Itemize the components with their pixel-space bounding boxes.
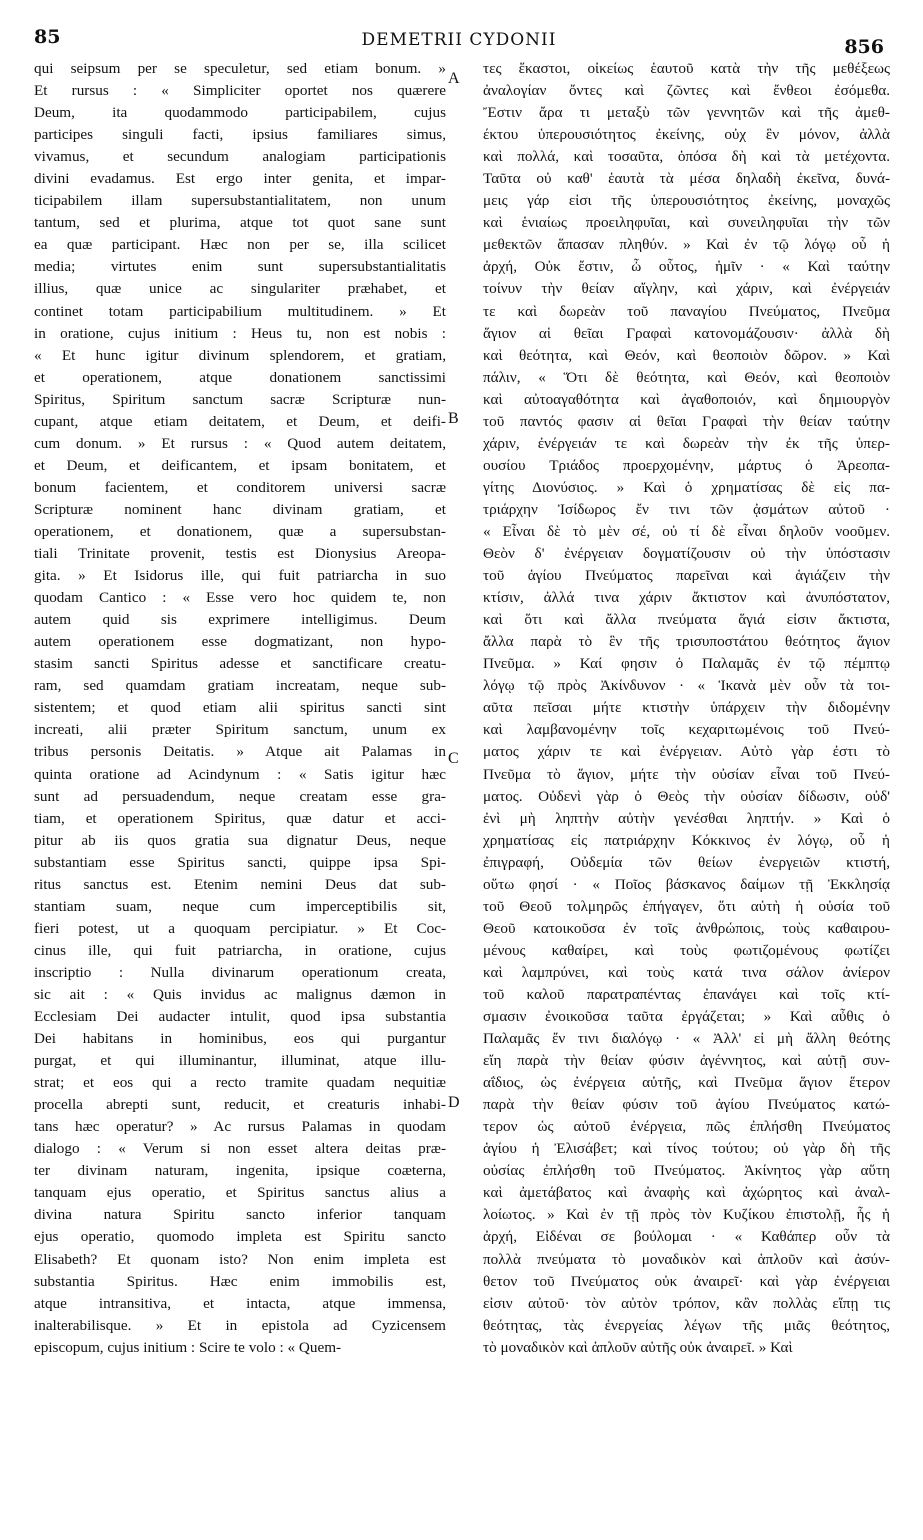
latin-text-line: Dei habitans in hominibus, eos qui purgantur (34, 1030, 446, 1048)
latin-text-line: autem quid sis exprimere intelligimus. Deum (34, 611, 446, 629)
latin-text-line: cupant, atque etiam deitatem, et Deum, et deifi- (34, 412, 446, 430)
greek-text-line: αῦτα πεῖσαι μήτε κτιστὴν ὑπάρχειν τὴν διδομένην (483, 699, 890, 717)
greek-column (483, 58, 890, 1359)
greek-text-line: οὐσίας ἐπλήσθη τοῦ Πνεύματος. Ἀκίνητος γὰρ αὕτη (483, 1162, 890, 1180)
greek-text-line: χάριν, ἐνέργειάν τε καὶ δωρεὰν τὴν ἐκ τῆς ὑπερ- (483, 434, 890, 452)
latin-text-line: participes singuli facti, ipsius familiares simus, (34, 126, 446, 144)
latin-text-line: Et rursus : « Simpliciter oportet nos quærere (34, 82, 446, 100)
greek-text-line: εἴη παρὰ τὴν θείαν φύσιν ἀγέννητος, καὶ αὐτῇ συν- (483, 1052, 890, 1070)
latin-text-line: autem operationem esse dogmatizant, non hypo- (34, 633, 446, 651)
greek-text-line: αΐδιος, ὡς ἐνέργεια αὐτῆς, καὶ Πνεῦμα ἅγιον ἕτερον (483, 1074, 890, 1092)
latin-text-line: gita. » Et Isidorus ille, qui fuit patriarcha in suo (34, 567, 446, 585)
latin-text-line: quodam Cantico : « Esse vero hoc quidem te, non (34, 589, 446, 607)
greek-text-line: ἀρχή, Οὐκ ἔστιν, ὦ οὗτος, ἡμῖν · « Καὶ ταύτην (483, 258, 890, 276)
greek-text-line: οὕτω φησί · « Ποῖος βάσκανος δαίμων τῇ Ἐκκλησίᾳ (483, 875, 890, 893)
greek-text-line: Πνεῦμα. » Καί φησιν ὁ Παλαμᾶς ἐν τῷ πέμπτῳ (483, 655, 890, 673)
greek-text-line: μεθεκτῶν ἅπασαν πληθύν. » Καὶ ἐν τῷ λόγῳ οὗ ἡ (483, 236, 890, 254)
latin-text-line: ea quæ participant. Hæc non per se, illa scilicet (34, 236, 446, 254)
greek-text-line: σμασιν ἐνοικοῦσα ταῦτα ἐργάζεται; » Καὶ αὖθις ὁ (483, 1008, 890, 1026)
greek-text-line: θεότητας, τὰς ἐνεργείας λέγων τῆς μιᾶς θεότητος, (483, 1316, 890, 1334)
latin-text-line: Ecclesiam Dei audacter intulit, quod ipsa substantia (34, 1008, 446, 1026)
latin-text-line: substantiam esse Spiritus sancti, quippe ipsa Spi- (34, 853, 446, 871)
greek-text-line: μένους καθαίρει, καὶ τοὺς φωτιζομένους φωτίζει (483, 941, 890, 959)
greek-text-line: έκτου ὑπερουσιότητος ἐκείνης, οὐχ ἓν μόνον, ἀλλὰ (483, 126, 890, 144)
greek-text-line: παρὰ τὴν θείαν φύσιν τοῦ ἁγίου Πνεύματος κατώ- (483, 1096, 890, 1114)
greek-text-line: καὶ λαμβανομένην τοῖς κεχαριτωμένοις τοῦ Πνεύ- (483, 721, 890, 739)
latin-text-line: substantia Spiritus. Hæc enim immobilis est, (34, 1272, 446, 1290)
latin-text-line: dialogo : « Verum si non esset altera deitas præ- (34, 1140, 446, 1158)
greek-text-line: Πνεῦμα τὸ ἅγιον, μήτε τὴν οὐσίαν εἶναι τοῦ Πνεύ- (483, 765, 890, 783)
latin-text-line: Spiritus, Spiritum sanctum sacræ Scripturæ nun- (34, 390, 446, 408)
latin-text-line: tribus personis Deitatis. » Atque ait Palamas in (34, 743, 446, 761)
greek-text-line: καὶ πολλά, καὶ τοσαῦτα, ὁπόσα δὴ καὶ τὰ μετέχοντα. (483, 148, 890, 166)
latin-text-line: tantum, sed et plurima, atque tot quot sane sunt (34, 214, 446, 232)
latin-text-line: quinta oratione ad Acindynum : « Satis igitur hæc (34, 765, 446, 783)
margin-marker-a: A (448, 70, 460, 87)
latin-text-line: purgat, et qui illuminantur, illuminat, atque illu- (34, 1052, 446, 1070)
latin-column (34, 58, 446, 1359)
latin-text-line: ritus sanctus est. Etenim nemini Deus dat sub- (34, 875, 446, 893)
greek-text-line: εἰσιν αὐτοῦ· τὸν αὐτὸν τρόπον, κἂν πολλὰς εἴπῃ τις (483, 1294, 890, 1312)
latin-text-line: Scripturæ nominent hanc divinam gratiam, et (34, 500, 446, 518)
greek-text-line: ἐπιγραφή, Οὐδεμία τῶν θείων ἐνεργειῶν κτιστή, (483, 853, 890, 871)
latin-text-line: sistentem; et quod etiam alii spiritus sancti sint (34, 699, 446, 717)
latin-text-line: stasim sancti Spiritus adesse et sanctificare creatu- (34, 655, 446, 673)
latin-text-line: in oratione, cujus initium : Heus tu, non est nobis : (34, 324, 446, 342)
latin-text-line: ram, sed quamdam gratiam increatam, neque sub- (34, 677, 446, 695)
latin-text-line: inalterabilisque. » Et in epistola ad Cyzicensem (34, 1316, 446, 1334)
greek-text-line: πάλιν, « Ὅτι δὲ θεότητα, καὶ Θεόν, καὶ θεοποιὸν (483, 368, 890, 386)
greek-text-line: Παλαμᾶς ἔν τινι διαλόγῳ · « Ἀλλ' εἰ μὴ ἄλλη θεότης (483, 1030, 890, 1048)
greek-text-line: τοῦ παντός φασιν αἱ θεῖαι Γραφαὶ τὴν θείαν ταύτην (483, 412, 890, 430)
latin-text-line: pitur ab iis quos gratia sua dignatur Deus, neque (34, 831, 446, 849)
latin-text-line: divina natura Spiritu sancto inferior tanquam (34, 1206, 446, 1224)
greek-text-line: ἄλλα παρὰ τὸ ἓν τῆς τρισυποστάτου θεότητος ἅγιον (483, 633, 890, 651)
greek-text-line: ἀναλογίαν ὄντες καὶ ζῶντες καὶ ἔνθεοι ἐσόμεθα. (483, 82, 890, 100)
greek-text-line: ἀρχή, Εἰδέναι σε βούλομαι · « Καθάπερ οὖν τὰ (483, 1228, 890, 1246)
latin-text-line: « Et hunc igitur divinum splendorem, et gratiam, (34, 346, 446, 364)
latin-text-line: stantiam suam, neque cum imperceptibilis sit, (34, 897, 446, 915)
greek-text-line: θετον τοῦ Πνεύματος οὐκ ἀναιρεῖ· καὶ γὰρ ἐνέργειαι (483, 1272, 890, 1290)
latin-text-line: et Deum, et deificantem, et ipsam bonitatem, et (34, 456, 446, 474)
greek-text-line: τοῦ Θεοῦ τολμηρῶς ἐπήγαγεν, ὅτι αὐτὴ ἡ οὐσία τοῦ (483, 897, 890, 915)
greek-text-line: μεις γάρ εἰσι τῆς ὑπερουσιότητος ἐκείνης, μοναχῶς (483, 192, 890, 210)
greek-text-line: χρηματίσας εἰς πατριάρχην Κόκκινος ἐν λόγῳ, οὗ ἡ (483, 831, 890, 849)
margin-marker-d: D (448, 1094, 460, 1111)
margin-marker-b: B (448, 410, 459, 427)
greek-text-line: κτίσιν, ἀλλά τινα χάριν ἄκτιστον καὶ ἀνυπόστατον, (483, 589, 890, 607)
latin-text-line: tiali Trinitate provenit, testis est Dionysius Areopa- (34, 545, 446, 563)
greek-text-line: Ταῦτα οὐ καθ' ἑαυτὰ τὰ μέσα δηλαδὴ ἐκεῖνα, δυνά- (483, 170, 890, 188)
greek-text-line: λοίωτος. » Καὶ ἐν τῇ πρὸς τὸν Κυζίκου ἐπιστολῇ, ἧς ἡ (483, 1206, 890, 1224)
greek-text-line: καὶ αὐτοαγαθότητα καὶ ἀγαθοποιόν, καὶ δημιουργὸν (483, 390, 890, 408)
greek-text-line: τοῦ καλοῦ παρατραπέντας ἐπανάγει καὶ τοῖς κτί- (483, 985, 890, 1003)
latin-text-line: tiam, et operationem Spiritus, quæ datur et acci- (34, 809, 446, 827)
latin-text-line: inscriptio : Nulla divinarum operationum creata, (34, 963, 446, 981)
page-header (34, 22, 884, 58)
greek-text-line: τοίνυν τὴν θείαν αἴγλην, καὶ χάριν, καὶ ἐνέργειάν (483, 280, 890, 298)
latin-text-line: increati, alii præter Spiritum sanctum, unum ex (34, 721, 446, 739)
latin-text-line: Deum, ita quodammodo participabilem, cujus (34, 104, 446, 122)
greek-text-line: Θεὸν δ' ἐνέργειαν δογματίζουσιν οὐ τὴν ὑπόστασιν (483, 545, 890, 563)
greek-text-line: ἅγιον αἱ θεῖαι Γραφαὶ κατονομάζουσιν· ἀλλὰ δὴ (483, 324, 890, 342)
latin-text-line: ticipabilem illam supersubstantialitatem, non unum (34, 192, 446, 210)
greek-text-line: καὶ λαμπρύνει, καὶ τοὺς κατά τινα σάλον ἀνίερον (483, 963, 890, 981)
greek-text-line: ἁγίου ἡ Ἐλισάβετ; καὶ τίνος τούτου; οὐ γὰρ δὴ τῆς (483, 1140, 890, 1158)
greek-text-line: ἐνὶ μὴ ληπτὴν αὐτὴν γενέσθαι ληπτήν. » Καὶ ὁ (483, 809, 890, 827)
margin-marker-c: C (448, 750, 459, 767)
latin-text-line: tans hæc operatur? » Ac rursus Palamas in quodam (34, 1118, 446, 1136)
greek-text-line: Θεοῦ κατοικοῦσα ἐν τοῖς ἀνθρώποις, τοὺς καθαιρου- (483, 919, 890, 937)
latin-text-line: divini evadamus. Est ergo inter genita, et impar- (34, 170, 446, 188)
latin-text-line: cinus ille, qui fuit patriarcha, in oratione, cujus (34, 941, 446, 959)
latin-text-line: bonum facientem, et conditorem universi sacræ (34, 478, 446, 496)
latin-text-line: operationem, et donationem, quæ a supersubstan- (34, 522, 446, 540)
greek-text-line: πολλὰ πνεύματα τὸ μοναδικὸν καὶ ἁπλοῦν καὶ ἀσύν- (483, 1250, 890, 1268)
greek-text-line: τοῦ ἁγίου Πνεύματος παρεῖναι καὶ ἁγιάζειν τὴν (483, 567, 890, 585)
latin-text-line: continet totam participabilium multitudinem. » Et (34, 302, 446, 320)
latin-text-line: Elisabeth? Et quonam isto? Non enim impleta est (34, 1250, 446, 1268)
greek-text-line: ματος χάριν τε καὶ ἐνέργειαν. Αὐτὸ γὰρ ἐστι τὸ (483, 743, 890, 761)
greek-text-line: τριάρχην Ἰσίδωρος ἔν τινι τῶν ᾀσμάτων αὐτοῦ · (483, 500, 890, 518)
latin-text-line: procella abrepti sunt, reducit, et creaturis inhabi- (34, 1096, 446, 1114)
greek-text-line: γίτης Διονύσιος. » Καὶ ὁ χρηματίσας δὲ εἰς πα- (483, 478, 890, 496)
latin-text-line: ter divinam naturam, ingenita, ipsique coæterna, (34, 1162, 446, 1180)
greek-text-line: τε καὶ δωρεὰν τοῦ παναγίου Πνεύματος, Πνεῦμα (483, 302, 890, 320)
latin-text-line: illius, quæ unice ac singulariter præhabet, et (34, 280, 446, 298)
greek-text-line: καὶ ἀμετάβατος καὶ ἀναφὴς καὶ ἀχώρητος καὶ ἀναλ- (483, 1184, 890, 1202)
latin-text-line: strat; et eos qui a recto tramite quadam nequitiæ (34, 1074, 446, 1092)
latin-text-line: vivamus, et secundum analogiam participationis (34, 148, 446, 166)
latin-text-line: fieri potest, ut a quoquam percipiatur. » Et Coc- (34, 919, 446, 937)
greek-text-line: καὶ ἑνιαίως προειληφυῖαι, καὶ συνειληφυῖαι τὴν τῶν (483, 214, 890, 232)
latin-text-line: qui seipsum per se speculetur, sed etiam bonum. » (34, 60, 446, 77)
latin-text-line: episcopum, cujus initium : Scire te volo : « Quem- (34, 1338, 342, 1356)
greek-text-line: ουσίου Τριάδος προερχομένην, μάρτυς ὁ Ἀρεοπα- (483, 456, 890, 474)
greek-text-line: τερον ὡς αὐτοῦ ἐνέργεια, πῶς ἐπλήσθη Πνεύματος (483, 1118, 890, 1136)
latin-text-line: media; virtutes enim sunt supersubstantialitatis (34, 258, 446, 276)
latin-text-line: et operationem, atque donationem sanctissimi (34, 368, 446, 386)
running-title: DEMETRII CYDONII (361, 30, 557, 50)
page-number-right: 856 (844, 36, 884, 58)
latin-text-line: cum donum. » Et rursus : « Quod autem deitatem, (34, 434, 446, 452)
page-number-left: 85 (34, 26, 61, 48)
latin-text-line: ejus operatio, quomodo impleta est Spiritu sancto (34, 1228, 446, 1246)
greek-text-line: τες ἕκαστοι, οἰκείως ἑαυτοῦ κατὰ τὴν τῆς μεθέξεως (483, 60, 890, 77)
greek-text-line: καὶ θεότητα, καὶ Θεόν, καὶ θεοποιὸν δῶρον. » Καὶ (483, 346, 890, 364)
greek-text-line: καὶ ὅτι καὶ ἄλλα πνεύματα ἅγιά εἰσιν ἄκτιστα, (483, 611, 890, 629)
latin-text-line: tanquam ejus operatio, et Spiritus sanctus alius a (34, 1184, 446, 1202)
greek-text-line: λόγῳ τῷ πρὸς Ἀκίνδυνον · « Ἱκανὰ μὲν οὖν τὰ τοι- (483, 677, 890, 695)
latin-text-line: sunt ad persuadendum, neque creatam esse gra- (34, 787, 446, 805)
latin-text-line: sic ait : « Quis invidus ac malignus dæmon in (34, 985, 446, 1003)
latin-text-line: atque intransitiva, et intacta, atque immensa, (34, 1294, 446, 1312)
greek-text-line: ματος. Οὐδενὶ γὰρ ὁ Θεὸς τὴν οὐσίαν δίδωσιν, οὐδ' (483, 787, 890, 805)
greek-text-line: τὸ μοναδικὸν καὶ ἁπλοῦν αὐτῆς οὐκ ἀναιρεῖ. » Καὶ (483, 1338, 793, 1356)
greek-text-line: Ἔστιν ἄρα τι μεταξὺ τῶν γεννητῶν καὶ τῆς ἀμεθ- (483, 104, 890, 122)
greek-text-line: « Εἶναι δὲ τὸ μὲν σέ, οὐ τί δὲ εἶναι δηλοῦν νοοῦμεν. (483, 522, 890, 540)
